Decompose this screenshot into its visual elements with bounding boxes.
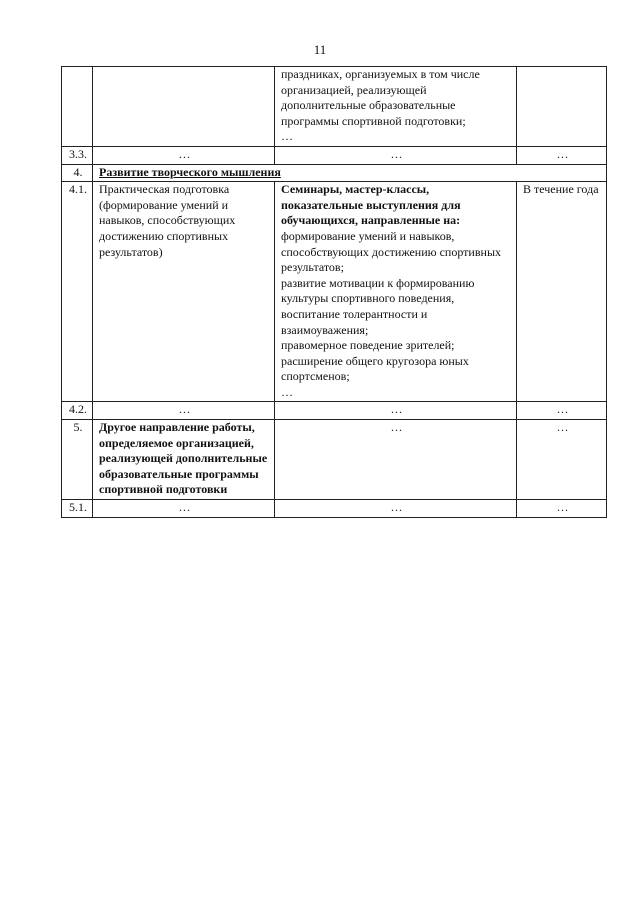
period-cell: …	[517, 420, 607, 500]
content-line: программы спортивной подготовки;	[281, 113, 466, 128]
period-cell: …	[517, 146, 607, 164]
direction-cell: …	[93, 500, 275, 518]
section-heading: Развитие творческого мышления	[93, 164, 607, 182]
table-row	[62, 67, 607, 147]
direction-cell: Другое направление работы, определяемое организацией, реализующей дополнительные образовательные программы спортивной подготовки	[93, 420, 275, 500]
period-cell: …	[517, 402, 607, 420]
table-row	[62, 402, 607, 420]
content-line: правомерное поведение зрителей;	[281, 338, 455, 353]
content-cell	[275, 67, 517, 147]
row-number: 5.1.	[62, 500, 93, 518]
content-line: праздниках, организуемых в том числе	[281, 67, 480, 81]
row-number	[62, 67, 93, 147]
content-line: формирование умений и навыков, способствующих достижению спортивных результатов;	[281, 228, 502, 275]
direction-cell: Практическая подготовка (формирование умений и навыков, способствующих достижению спортивных результатов)	[93, 182, 275, 402]
period-cell: …	[517, 500, 607, 518]
direction-cell: …	[93, 402, 275, 420]
content-heading: Семинары, мастер-классы, показательные выступления для обучающихся, направленные на:	[281, 182, 461, 228]
content-ellipsis: …	[281, 129, 293, 144]
activity-table	[61, 66, 607, 518]
period-cell: В течение года	[517, 182, 607, 402]
content-line: дополнительные образовательные	[281, 98, 456, 113]
content-ellipsis: …	[281, 384, 293, 399]
row-number: 4.1.	[62, 182, 93, 402]
table-row	[62, 146, 607, 164]
content-cell: …	[275, 500, 517, 518]
direction-cell: …	[93, 146, 275, 164]
content-line: расширение общего кругозора юных спортсменов;	[281, 353, 469, 384]
section-number: 4.	[62, 164, 93, 182]
page-number: 11	[313, 42, 327, 57]
table-row	[62, 164, 607, 182]
period-cell	[517, 67, 607, 147]
table-row	[62, 182, 607, 402]
content-cell: …	[275, 146, 517, 164]
content-line: организацией, реализующей	[281, 82, 427, 97]
content-cell: …	[275, 402, 517, 420]
table-row	[62, 500, 607, 518]
row-number: 3.3.	[62, 146, 93, 164]
content-cell: …	[275, 420, 517, 500]
table-row	[62, 420, 607, 500]
row-number: 4.2.	[62, 402, 93, 420]
direction-cell	[93, 67, 275, 147]
section-number: 5.	[62, 420, 93, 500]
content-cell	[275, 182, 517, 402]
content-line: развитие мотивации к формированию культуры спортивного поведения, воспитание толерантности и взаимоуважения;	[281, 275, 475, 337]
